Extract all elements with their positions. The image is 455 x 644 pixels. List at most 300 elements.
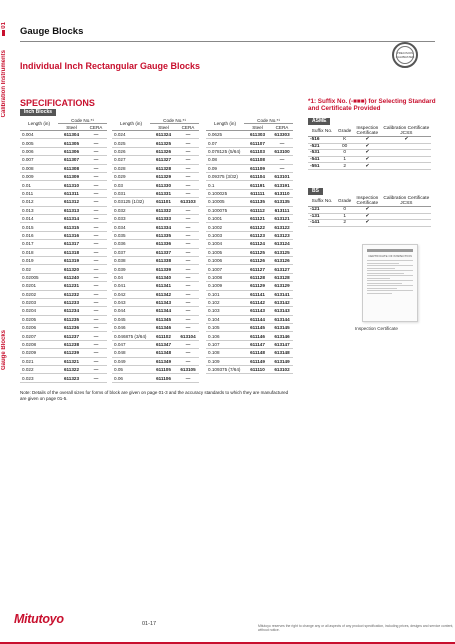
spec-table-col3 xyxy=(206,117,293,374)
length-cell: 0.006 xyxy=(20,147,58,155)
steel-code-cell: 611335 xyxy=(150,231,177,239)
length-cell: 0.007 xyxy=(20,156,58,164)
steel-code-cell: 611124 xyxy=(244,240,271,248)
cera-code-cell: — xyxy=(85,231,107,239)
length-cell: 0.035 xyxy=(112,231,150,239)
steel-code-cell: 611318 xyxy=(58,248,85,256)
cera-code-cell: — xyxy=(85,131,107,139)
cera-code-cell: — xyxy=(85,332,107,340)
cera-code-cell: 613124 xyxy=(271,240,293,248)
calibration-check-icon: ✔ xyxy=(381,137,431,144)
cera-code-cell: — xyxy=(85,164,107,172)
length-cell: 0.021 xyxy=(20,357,58,365)
steel-code-cell: 611122 xyxy=(244,223,271,231)
suffix-title: *1: Suffix No. (-■■■) for Selecting Standard and Certificate Provided xyxy=(308,98,436,112)
steel-code-cell: 611347 xyxy=(150,340,177,348)
length-cell: 0.022 xyxy=(20,366,58,374)
table-row xyxy=(20,324,107,332)
table-row xyxy=(112,315,199,323)
side-category-label: Calibration Instruments xyxy=(1,50,7,118)
steel-code-cell: 611326 xyxy=(150,147,177,155)
steel-code-cell: 611303 xyxy=(244,131,271,139)
steel-code-cell: 611145 xyxy=(244,324,271,332)
cera-code-cell: — xyxy=(85,240,107,248)
cera-header: CERA xyxy=(271,124,293,131)
length-cell: 0.03 xyxy=(112,181,150,189)
steel-code-cell: 611316 xyxy=(58,231,85,239)
length-cell: 0.011 xyxy=(20,189,58,197)
table-row xyxy=(206,181,293,189)
cera-code-cell: 613303 xyxy=(271,131,293,139)
steel-code-cell: 611338 xyxy=(150,256,177,264)
length-cell: 0.039 xyxy=(112,265,150,273)
asme-suffix-table xyxy=(308,126,431,170)
cera-code-cell: — xyxy=(85,156,107,164)
steel-code-cell: 611142 xyxy=(244,298,271,306)
table-row xyxy=(112,256,199,264)
length-cell: 0.046875 (3/64) xyxy=(112,332,150,340)
steel-code-cell: 611322 xyxy=(58,366,85,374)
steel-code-cell: 611310 xyxy=(58,181,85,189)
table-row xyxy=(112,265,199,273)
asme-tag: ASME xyxy=(308,118,330,125)
steel-code-cell: 611129 xyxy=(244,282,271,290)
calibration-check-icon xyxy=(381,163,431,170)
cera-code-cell: — xyxy=(85,349,107,357)
table-row xyxy=(206,282,293,290)
table-row xyxy=(112,248,199,256)
steel-code-cell: 611128 xyxy=(244,273,271,281)
table-row xyxy=(206,198,293,206)
length-cell: 0.105 xyxy=(206,324,244,332)
steel-code-cell: 611110 xyxy=(244,366,271,374)
steel-code-cell: 611231 xyxy=(58,282,85,290)
code-header: Code No.*¹ xyxy=(58,117,107,124)
cera-code-cell: 613102 xyxy=(271,366,293,374)
length-cell: 0.0205 xyxy=(20,315,58,323)
table-row xyxy=(112,147,199,155)
steel-code-cell: 611141 xyxy=(244,290,271,298)
table-row xyxy=(206,131,293,139)
table-row xyxy=(20,298,107,306)
side-section-label: Gauge Blocks xyxy=(1,330,7,371)
length-cell: 0.1002 xyxy=(206,223,244,231)
table-row xyxy=(206,340,293,348)
table-row xyxy=(206,248,293,256)
suffix-cell: -551 xyxy=(308,163,336,170)
length-cell: 0.004 xyxy=(20,131,58,139)
table-row xyxy=(20,290,107,298)
cera-code-cell: — xyxy=(85,307,107,315)
length-cell: 0.100075 xyxy=(206,206,244,214)
steel-code-cell: 611327 xyxy=(150,156,177,164)
steel-code-cell: 611106 xyxy=(150,374,177,382)
table-row xyxy=(112,273,199,281)
length-cell: 0.108 xyxy=(206,349,244,357)
length-cell: 0.027 xyxy=(112,156,150,164)
table-row xyxy=(206,173,293,181)
length-cell: 0.032 xyxy=(112,206,150,214)
length-cell: 0.014 xyxy=(20,215,58,223)
cera-code-cell: — xyxy=(177,265,199,273)
inspection-certificate-image xyxy=(362,244,418,322)
steel-code-cell: 611342 xyxy=(150,290,177,298)
suffix-cell: -531 xyxy=(308,150,336,157)
length-cell: 0.1004 xyxy=(206,240,244,248)
table-row xyxy=(20,307,107,315)
table-row xyxy=(206,332,293,340)
cera-code-cell: — xyxy=(177,164,199,172)
table-row xyxy=(206,349,293,357)
code-header: Code No.*¹ xyxy=(150,117,199,124)
length-cell: 0.047 xyxy=(112,340,150,348)
length-cell: 0.09375 (3/32) xyxy=(206,173,244,181)
length-cell: 0.1007 xyxy=(206,265,244,273)
steel-code-cell: 611319 xyxy=(58,256,85,264)
length-header: Length (in) xyxy=(206,117,244,131)
table-row xyxy=(206,298,293,306)
cera-code-cell: — xyxy=(85,198,107,206)
steel-code-cell: 611324 xyxy=(150,131,177,139)
cera-code-cell: 613110 xyxy=(271,189,293,197)
length-cell: 0.100025 xyxy=(206,189,244,197)
table-row xyxy=(206,240,293,248)
inspection-check-icon: ✔ xyxy=(353,143,381,150)
cera-code-cell: 613129 xyxy=(271,282,293,290)
calibration-seal-icon xyxy=(392,42,418,68)
steel-code-cell: 611309 xyxy=(58,173,85,181)
calibration-check-icon xyxy=(381,150,431,157)
table-row xyxy=(112,206,199,214)
table-row xyxy=(20,189,107,197)
calibration-check-icon xyxy=(381,143,431,150)
cera-code-cell: — xyxy=(85,357,107,365)
table-row xyxy=(112,215,199,223)
steel-code-cell: 611333 xyxy=(150,215,177,223)
table-row xyxy=(206,164,293,172)
steel-code-cell: 611344 xyxy=(150,307,177,315)
length-cell: 0.005 xyxy=(20,139,58,147)
table-row xyxy=(112,189,199,197)
length-cell: 0.026 xyxy=(112,147,150,155)
length-cell: 0.1006 xyxy=(206,256,244,264)
steel-code-cell: 611336 xyxy=(150,240,177,248)
length-cell: 0.009 xyxy=(20,173,58,181)
table-row xyxy=(20,131,107,139)
steel-code-cell: 611337 xyxy=(150,248,177,256)
length-cell: 0.0208 xyxy=(20,340,58,348)
table-row xyxy=(308,213,431,220)
length-cell: 0.1005 xyxy=(206,248,244,256)
length-header: Length (in) xyxy=(112,117,150,131)
table-row xyxy=(206,290,293,298)
steel-code-cell: 611305 xyxy=(58,139,85,147)
steel-code-cell: 611237 xyxy=(58,332,85,340)
table-row xyxy=(20,332,107,340)
section-title: Individual Inch Rectangular Gauge Blocks xyxy=(20,61,201,71)
steel-code-cell: 611329 xyxy=(150,173,177,181)
table-row xyxy=(20,215,107,223)
cera-code-cell: — xyxy=(85,298,107,306)
length-cell: 0.01 xyxy=(20,181,58,189)
table-row xyxy=(112,307,199,315)
cera-code-cell: — xyxy=(85,223,107,231)
length-cell: 0.044 xyxy=(112,307,150,315)
table-row xyxy=(20,374,107,382)
cera-code-cell: — xyxy=(177,189,199,197)
length-cell: 0.0206 xyxy=(20,324,58,332)
grade-header: Grade xyxy=(336,196,353,207)
cera-code-cell: — xyxy=(177,290,199,298)
table-row xyxy=(206,307,293,315)
cera-code-cell: — xyxy=(177,256,199,264)
steel-code-cell: 611323 xyxy=(58,374,85,382)
length-cell: 0.0625 xyxy=(206,131,244,139)
cera-code-cell: — xyxy=(177,349,199,357)
length-cell: 0.107 xyxy=(206,340,244,348)
inspection-check-icon: ✔ xyxy=(353,150,381,157)
mitutoyo-logo: Mitutoyo xyxy=(14,612,64,626)
table-row xyxy=(20,256,107,264)
cera-code-cell: — xyxy=(177,139,199,147)
table-row xyxy=(112,290,199,298)
cera-code-cell: 613142 xyxy=(271,298,293,306)
spec-heading: SPECIFICATIONS xyxy=(20,98,95,108)
suffix-cell: -141 xyxy=(308,220,336,227)
steel-code-cell: 611307 xyxy=(58,156,85,164)
cera-code-cell: — xyxy=(177,282,199,290)
grade-cell: 0 xyxy=(336,207,353,214)
grade-cell: 2 xyxy=(336,220,353,227)
length-cell: 0.1008 xyxy=(206,273,244,281)
length-cell: 0.1 xyxy=(206,181,244,189)
length-cell: 0.1003 xyxy=(206,231,244,239)
steel-code-cell: 611304 xyxy=(58,131,85,139)
steel-code-cell: 611126 xyxy=(244,256,271,264)
table-row xyxy=(112,231,199,239)
inspection-check-icon: ✔ xyxy=(353,207,381,214)
cert-heading: CERTIFICATE OF INSPECTION xyxy=(368,254,412,258)
suffix-cell: -516 xyxy=(308,137,336,144)
length-cell: 0.03125 (1/32) xyxy=(112,198,150,206)
steel-code-cell: 611339 xyxy=(150,265,177,273)
length-cell: 0.043 xyxy=(112,298,150,306)
table-row xyxy=(308,150,431,157)
table-row xyxy=(206,265,293,273)
cera-code-cell: — xyxy=(85,282,107,290)
length-cell: 0.023 xyxy=(20,374,58,382)
calibration-check-icon xyxy=(381,220,431,227)
table-row xyxy=(112,357,199,365)
length-cell: 0.02 xyxy=(20,265,58,273)
steel-code-cell: 611311 xyxy=(58,189,85,197)
length-cell: 0.028 xyxy=(112,164,150,172)
steel-code-cell: 611233 xyxy=(58,298,85,306)
length-cell: 0.048 xyxy=(112,349,150,357)
steel-code-cell: 611135 xyxy=(244,198,271,206)
inspection-header: Inspection Certificate xyxy=(353,126,381,137)
length-cell: 0.045 xyxy=(112,315,150,323)
cera-code-cell: 613143 xyxy=(271,307,293,315)
table-row xyxy=(112,156,199,164)
length-cell: 0.1009 xyxy=(206,282,244,290)
table-row xyxy=(206,215,293,223)
cera-code-cell: — xyxy=(177,307,199,315)
cera-code-cell: — xyxy=(177,181,199,189)
cera-code-cell: — xyxy=(85,290,107,298)
cera-code-cell: — xyxy=(177,248,199,256)
length-cell: 0.049 xyxy=(112,357,150,365)
table-row xyxy=(112,366,199,374)
table-row xyxy=(112,240,199,248)
length-cell: 0.0202 xyxy=(20,290,58,298)
cera-code-cell: 613125 xyxy=(271,248,293,256)
title-divider xyxy=(20,41,435,42)
steel-code-cell: 611314 xyxy=(58,215,85,223)
steel-code-cell: 611102 xyxy=(150,332,177,340)
steel-code-cell: 611127 xyxy=(244,265,271,273)
length-cell: 0.103 xyxy=(206,307,244,315)
steel-code-cell: 611317 xyxy=(58,240,85,248)
steel-code-cell: 611107 xyxy=(244,139,271,147)
length-cell: 0.024 xyxy=(112,131,150,139)
spec-table-col1 xyxy=(20,117,107,383)
steel-code-cell: 611234 xyxy=(58,307,85,315)
length-cell: 0.09 xyxy=(206,164,244,172)
calibration-check-icon xyxy=(381,156,431,163)
steel-code-cell: 611343 xyxy=(150,298,177,306)
length-cell: 0.015 xyxy=(20,223,58,231)
table-row xyxy=(308,156,431,163)
table-row xyxy=(20,156,107,164)
table-row xyxy=(112,173,199,181)
side-strip xyxy=(0,0,10,644)
steel-code-cell: 611112 xyxy=(244,206,271,214)
steel-code-cell: 611144 xyxy=(244,315,271,323)
length-cell: 0.07 xyxy=(206,139,244,147)
inch-blocks-tag: Inch Blocks xyxy=(20,109,56,116)
steel-code-cell: 611236 xyxy=(58,324,85,332)
cera-code-cell: — xyxy=(85,265,107,273)
cera-code-cell: 613101 xyxy=(271,173,293,181)
cera-code-cell: — xyxy=(85,147,107,155)
table-row xyxy=(20,173,107,181)
cera-code-cell: 613111 xyxy=(271,206,293,214)
table-row xyxy=(20,340,107,348)
page-number: 01-17 xyxy=(142,621,157,627)
calibration-header: Calibration Certificate JCSS xyxy=(381,196,431,207)
grade-cell: 1 xyxy=(336,156,353,163)
table-row xyxy=(20,181,107,189)
footer-disclaimer: Mitutoyo reserves the right to change any or all aspects of any product specification, including prices, designs and service content, without notice. xyxy=(258,624,454,632)
table-row xyxy=(20,147,107,155)
inspection-check-icon: ✔ xyxy=(353,163,381,170)
steel-code-cell: 611321 xyxy=(58,357,85,365)
cera-code-cell: — xyxy=(177,298,199,306)
cera-code-cell: 613141 xyxy=(271,290,293,298)
cera-code-cell: 613123 xyxy=(271,231,293,239)
steel-code-cell: 611148 xyxy=(244,349,271,357)
cera-code-cell: — xyxy=(271,156,293,164)
length-cell: 0.078125 (5/64) xyxy=(206,147,244,155)
calibration-header: Calibration Certificate JCSS xyxy=(381,126,431,137)
table-row xyxy=(112,282,199,290)
inspection-check-icon: ✔ xyxy=(353,220,381,227)
cera-code-cell: — xyxy=(85,273,107,281)
steel-code-cell: 611345 xyxy=(150,315,177,323)
length-cell: 0.025 xyxy=(112,139,150,147)
length-cell: 0.037 xyxy=(112,248,150,256)
length-cell: 0.0207 xyxy=(20,332,58,340)
cera-code-cell: — xyxy=(177,215,199,223)
cera-code-cell: 613127 xyxy=(271,265,293,273)
suffix-header: Suffix No. xyxy=(308,126,336,137)
cera-code-cell: — xyxy=(177,357,199,365)
suffix-cell: -521 xyxy=(308,143,336,150)
cera-code-cell: 613135 xyxy=(271,198,293,206)
table-row xyxy=(20,164,107,172)
cera-code-cell: 613147 xyxy=(271,340,293,348)
table-row xyxy=(112,164,199,172)
steel-code-cell: 611111 xyxy=(244,189,271,197)
table-row xyxy=(20,282,107,290)
table-row xyxy=(308,163,431,170)
cera-code-cell: 613148 xyxy=(271,349,293,357)
cera-code-cell: 613122 xyxy=(271,223,293,231)
cera-code-cell: — xyxy=(271,139,293,147)
table-row xyxy=(206,357,293,365)
length-cell: 0.029 xyxy=(112,173,150,181)
steel-header: Steel xyxy=(58,124,85,131)
steel-code-cell: 611331 xyxy=(150,189,177,197)
steel-code-cell: 611104 xyxy=(244,173,271,181)
table-row xyxy=(112,131,199,139)
steel-code-cell: 611121 xyxy=(244,215,271,223)
cera-code-cell: 613100 xyxy=(271,147,293,155)
table-row xyxy=(112,198,199,206)
cera-code-cell: — xyxy=(177,206,199,214)
length-cell: 0.019 xyxy=(20,256,58,264)
table-row xyxy=(308,207,431,214)
certificate-caption: Inspection Certificate xyxy=(355,326,398,331)
steel-code-cell: 611109 xyxy=(244,164,271,172)
steel-code-cell: 611341 xyxy=(150,282,177,290)
steel-code-cell: 611348 xyxy=(150,349,177,357)
table-row xyxy=(20,315,107,323)
grade-cell: 1 xyxy=(336,213,353,220)
table-row xyxy=(112,374,199,382)
table-row xyxy=(206,206,293,214)
length-cell: 0.06 xyxy=(112,374,150,382)
cera-code-cell: — xyxy=(177,131,199,139)
table-row xyxy=(20,206,107,214)
cera-code-cell: — xyxy=(177,340,199,348)
cera-code-cell: — xyxy=(85,248,107,256)
table-row xyxy=(206,223,293,231)
steel-code-cell: 611334 xyxy=(150,223,177,231)
calibration-check-icon xyxy=(381,213,431,220)
length-cell: 0.1001 xyxy=(206,215,244,223)
length-cell: 0.109375 (7/64) xyxy=(206,366,244,374)
length-cell: 0.046 xyxy=(112,324,150,332)
cera-code-cell: — xyxy=(85,315,107,323)
cera-code-cell: — xyxy=(85,324,107,332)
steel-code-cell: 611320 xyxy=(58,265,85,273)
table-row xyxy=(20,349,107,357)
table-row xyxy=(112,139,199,147)
cera-code-cell: — xyxy=(177,231,199,239)
code-header: Code No.*¹ xyxy=(244,117,293,124)
